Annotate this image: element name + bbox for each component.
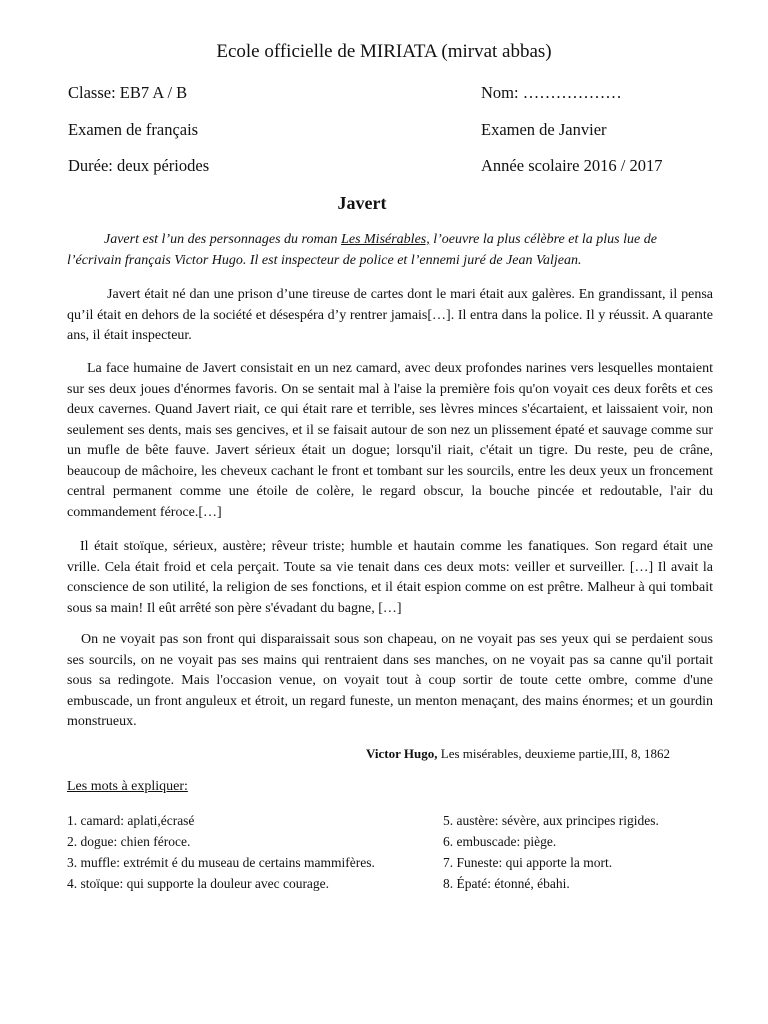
info-row-duration [68, 156, 708, 176]
text-paragraph-4: On ne voyait pas son front qui disparaissait sous son chapeau, on ne voyait pas ses yeux qui se perdaient sous ses sourcils, on ne voyait pas ses mains qui rentraient dans ses manches, on ne voyait pas sa canne qu'il portait sous sa redingote. Mais l'occasion venue, on voyait tout à coup sortir de toute cette ombre, comme d'une embuscade, un front anguleux et étroit, un regard funeste, un menton menaçant, des mains énormes; et un gourdin monstrueux. [67, 632, 713, 729]
text-paragraph-3: Il était stoïque, sérieux, austère; rêveur triste; humble et hautain comme les fanatiques. Son regard était une vrille. Cela était froid et cela perçait. Toute sa vie tenait dans ces deux mots: veiller et surveiller. […] Il avait la conscience de son utilité, la religion de ses fonctions, et il était espion comme on est prêtre. Malheur à qui tombait sous sa main! Il eût arrêté son père s'évadant du bagne, […] [67, 539, 713, 616]
vocab-item: 5. austère: sévère, aux principes rigides. [443, 813, 659, 828]
info-row-exam [68, 120, 708, 140]
vocab-item: 7. Funeste: qui apporte la mort. [443, 855, 613, 870]
intro-after: l’oeuvre la plus célèbre et la plus lue de l’écrivain français Victor Hugo. Il est inspecteur de police et l’ennemi juré de Jean Valjean. [67, 232, 657, 268]
intro-before: Javert est l’un des personnages du roman [104, 232, 342, 247]
vocab-list-left [67, 810, 375, 894]
intro-paragraph [67, 230, 713, 271]
citation-source: Les misérables, deuxieme partie,III, 8, 1862 [437, 746, 670, 761]
vocab-heading: Les mots à expliquer: [67, 779, 188, 794]
exam-duration: Durée: deux périodes [68, 156, 210, 175]
exam-subject: Examen de français [68, 120, 199, 139]
vocab-item: 4. stoïque: qui supporte la douleur avec courage. [67, 876, 330, 891]
school-year: Année scolaire 2016 / 2017 [481, 156, 663, 175]
novel-title: Les Misérables, [341, 232, 430, 247]
vocab-item: 3. muffle: extrémit é du museau de certains mammifères. [67, 855, 375, 870]
text-paragraph-1: Javert était né dan une prison d’une tireuse de cartes dont le mari était aux galères. En grandissant, il pensa qu’il était en dehors de la société et désespéra d’y rentrer jamais[…]. Il entra dans la police. Il y réussit. A quarante ans, il était inspecteur. [67, 287, 713, 343]
citation [366, 746, 670, 762]
vocab-item: 6. embuscade: piège. [443, 834, 557, 849]
class-label: Classe: EB7 A / B [68, 83, 188, 102]
vocab-list-right [443, 810, 659, 894]
text-title: Javert [337, 193, 387, 213]
school-name: Ecole officielle de MIRIATA (mirvat abbas) [216, 41, 552, 62]
text-paragraph-2: La face humaine de Javert consistait en un nez camard, avec deux profondes narines vers lesquelles montaient sur ses deux joues d'énormes favoris. On se sentait mal à l'aise la première fois qu'on voyait ces deux forêts et ces deux cavernes. Quand Javert riait, ce qui était rare et terrible, ses lèvres minces s'écartaient, et laissaient voir, non seulement ses dents, mais ses gencives, et il se faisait autour de son nez un plissement épaté et sauvage comme sur un mufle de bête fauve. Javert sérieux était un dogue; lorsqu'il riait, c'était un tigre. Du reste, peu de crâne, beaucoup de mâchoire, les cheveux cachant le front et tombant sur les sourcils, entre les deux yeux un froncement central permanent comme une étoile de colère, le regard obscur, la bouche pincée et redoutable, l'air du commandement féroce.[…] [67, 361, 713, 520]
vocab-item: 2. dogue: chien féroce. [67, 834, 191, 849]
info-row-class [68, 83, 708, 103]
exam-session: Examen de Janvier [481, 120, 607, 139]
name-field-label: Nom: ……………… [481, 83, 622, 102]
citation-author: Victor Hugo, [366, 746, 438, 761]
vocab-item: 8. Épaté: étonné, ébahi. [443, 876, 570, 891]
vocab-item: 1. camard: aplati,écrasé [67, 813, 195, 828]
